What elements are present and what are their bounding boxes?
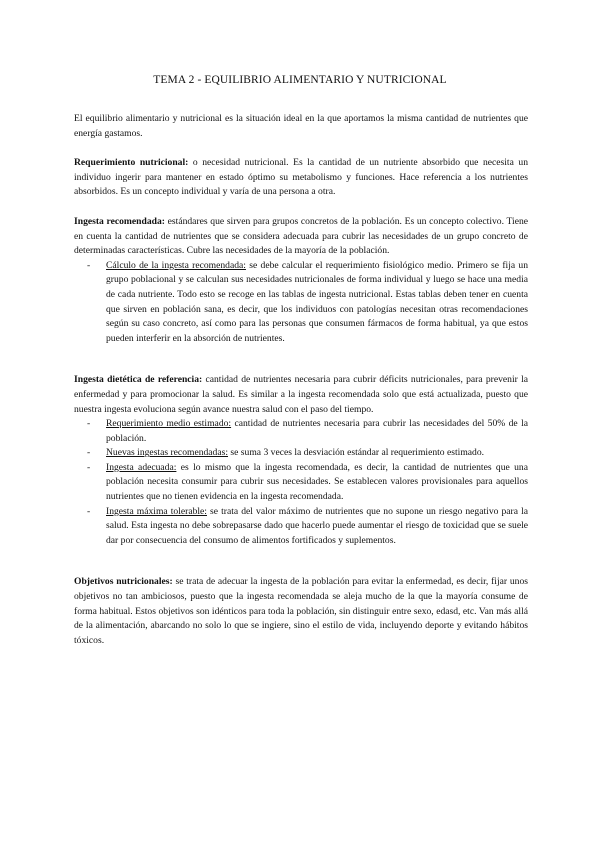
bullet-term: Nuevas ingestas recomendadas:: [106, 447, 229, 459]
section-text: se trata de adecuar la ingesta de la población para evitar la enfermedad, es decir, fijar unos objetivos no tan ambiciosos, puesto que la ingesta recomendada se aleja mucho de la que la mayoría consume de forma habitual. Estos objetivos son idénticos para toda la población, sin distinguir entre sexo, edasd, etc. Van más allá de la alimentación, abarcando no solo lo que se ingiere, sino el estilo de vida, incluyendo deporte y evitando hábitos tóxicos.: [74, 576, 528, 646]
bullet-term: Ingesta adecuada:: [106, 461, 177, 473]
bullet-term: Requerimiento medio estimado:: [106, 418, 232, 430]
section-text: o necesidad nutricional. Es la cantidad de un nutriente absorbido que necesita un individuo ingerir para mantener en estado óptimo su metabolismo y funciones. Hace referencia a los nutrientes absorbidos. Es un concepto individual y varía de una persona a otra.: [74, 157, 528, 198]
list-item: [106, 461, 528, 505]
list-item: [106, 417, 528, 446]
bullet-list: [74, 259, 528, 347]
page-title: TEMA 2 - EQUILIBRIO ALIMENTARIO Y NUTRICIONAL: [153, 74, 447, 86]
section-ingesta-recomendada: [74, 215, 528, 259]
section-text: cantidad de nutrientes necesaria para cubrir déficits nutricionales, para prevenir la enfermedad y para promocionar la salud. Es similar a la ingesta recomendada solo que está actualizada, puesto que nuestra ingesta evoluciona según avance nuestra salud con el paso del tiempo.: [74, 374, 529, 415]
section-ingesta-dietetica-referencia: [74, 373, 528, 417]
list-item: [106, 446, 528, 461]
bullet-text: es lo mismo que la ingesta recomendada, es decir, la cantidad de nutrientes que una población necesita consumir para cubrir sus necesidades. Se establecen valores provisionales para aquellos nutrientes que no tienen evidencia en la ingesta recomendada.: [106, 461, 528, 503]
bullet-text: se trata del valor máximo de nutrientes que no supone un riesgo negativo para la salud. Esta ingesta no debe sobrepasarse dado que hacerlo puede aumentar el riesgo de toxicidad que se suele dar por consecuencia del consumo de alimentos fortificados y suplementos.: [106, 505, 528, 546]
bullet-text: cantidad de nutrientes necesaria para cubrir las necesidades del 50% de la población.: [106, 418, 528, 444]
bullet-term: Cálculo de la ingesta recomendada:: [106, 259, 246, 271]
section-term: Requerimiento nutricional:: [74, 157, 189, 169]
section-term: Ingesta dietética de referencia:: [74, 374, 203, 386]
bullet-term: Ingesta máxima tolerable:: [106, 505, 207, 517]
section-requerimiento-nutricional: [74, 156, 528, 200]
intro-paragraph: El equilibrio alimentario y nutricional es la situación ideal en la que aportamos la misma cantidad de nutrientes que energía gastamos.: [74, 113, 528, 139]
list-item: [106, 505, 528, 549]
section-text: estándares que sirven para grupos concretos de la población. Es un concepto colectivo. Tiene en cuenta la cantidad de nutrientes que se considera adecuada para cubrir las necesidades de un grupo concreto de determinadas características. Cubre las necesidades de la mayoría de la población.: [74, 215, 529, 257]
list-item: [106, 259, 528, 347]
section-term: Ingesta recomendada:: [74, 215, 165, 227]
section-objetivos-nutricionales: [74, 575, 528, 648]
bullet-text: se suma 3 veces la desviación estándar al requerimiento estimado.: [228, 447, 485, 459]
bullet-list: [74, 417, 528, 548]
bullet-text: se debe calcular el requerimiento fisiológico medio. Primero se fija un grupo poblacional y se calculan sus necesidades nutricionales de forma individual y luego se hace una media de cada nutriente. Todo esto se recoge en las tablas de ingesta nutricional. Estas tablas deben tener en cuenta que sirven en población sana, es decir, que los individuos con patologías necesitan otras recomendaciones según su caso concreto, así como para las personas que consumen fármacos de forma habitual, ya que estos pueden interferir en la absorción de nutrientes.: [106, 259, 529, 344]
section-term: Objetivos nutricionales:: [74, 576, 173, 588]
document-body: [74, 112, 528, 663]
